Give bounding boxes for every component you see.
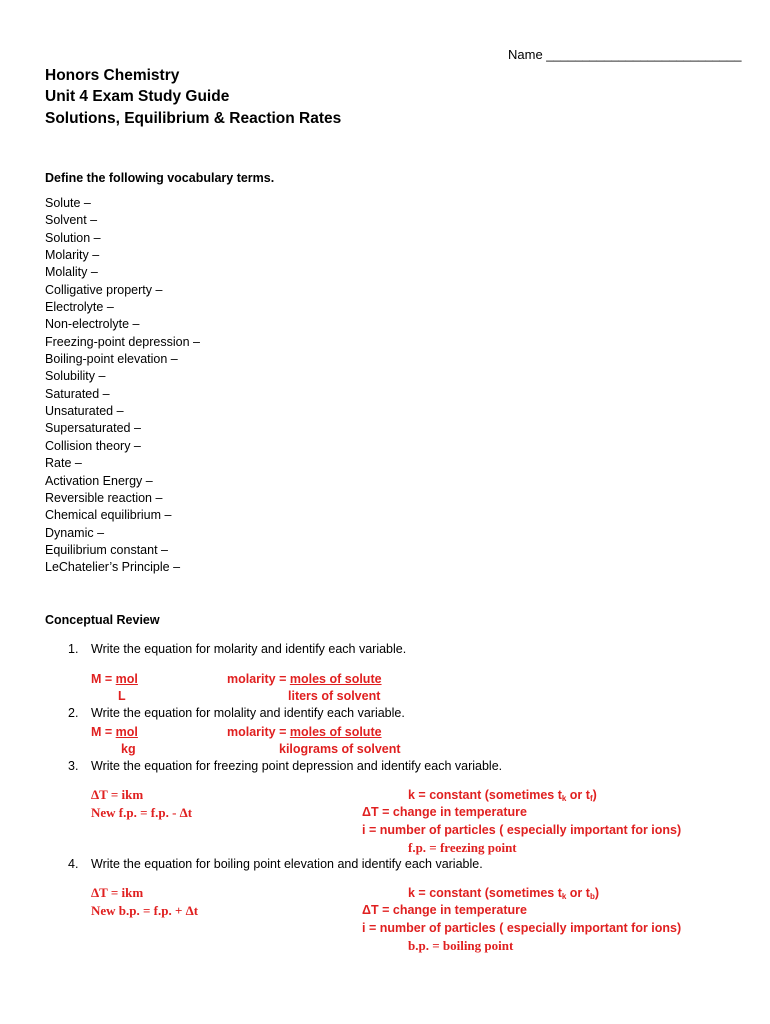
constant-text: or t [566,788,590,802]
vocab-term: Collision theory – [45,438,141,453]
definition-numerator: moles of solute [289,725,382,739]
vocab-term: Colligative property – [45,282,163,297]
vocab-term: Unsaturated – [45,404,124,419]
study-guide-title: Unit 4 Exam Study Guide [45,88,230,105]
molarity-definition [227,672,382,686]
vocab-term: Activation Energy – [45,473,153,488]
vocab-term: Solubility – [45,369,106,384]
vocab-term: Non-electrolyte – [45,317,140,332]
vocab-term: LeChatelier’s Principle – [45,560,181,575]
boiling-point-equation: ΔT = ikm [91,885,144,900]
molality-definition [227,725,382,739]
constant-text: ) [592,788,597,802]
new-freezing-point-equation: New f.p. = f.p. - Δt [91,805,193,820]
vocab-term: Solvent – [45,213,98,228]
equation-numerator: mol [115,672,138,686]
vocab-term: Freezing-point depression – [45,334,200,349]
definition-lhs: molarity = [227,672,290,686]
equation-numerator: mol [115,725,138,739]
vocab-term: Boiling-point elevation – [45,352,178,367]
vocab-term: Dynamic – [45,525,105,540]
definition-denominator: liters of solvent [288,689,381,703]
particles-definition: i = number of particles ( especially important for ions) [362,921,682,935]
course-title: Honors Chemistry [45,67,180,84]
constant-text: ) [594,886,599,900]
topic-title: Solutions, Equilibrium & Reaction Rates [45,110,342,127]
vocab-term: Solute – [45,196,91,210]
delta-t-definition: ΔT = change in temperature [362,805,527,819]
question-text: Write the equation for freezing point depression and identify each variable. [91,759,503,773]
constant-definition [408,886,599,901]
subscript: k [561,892,567,901]
molality-equation [91,725,138,739]
constant-text: k = constant (sometimes t [408,886,562,900]
vocabulary-heading: Define the following vocabulary terms. [45,171,275,185]
particles-definition: i = number of particles ( especially important for ions) [362,823,682,837]
definition-numerator: moles of solute [289,672,382,686]
vocab-term: Molarity – [45,248,100,263]
boiling-point-definition: b.p. = boiling point [408,938,514,953]
equation-denominator: kg [121,742,136,756]
definition-denominator: kilograms of solvent [279,742,401,756]
equation-lhs: M = [91,672,116,686]
vocab-term: Rate – [45,456,82,471]
vocabulary-list [45,195,200,577]
subscript: b [589,892,595,901]
delta-t-definition: ΔT = change in temperature [362,903,527,917]
question-text: Write the equation for molarity and identify each variable. [91,642,407,656]
question-number: 4. [68,857,79,871]
vocab-term: Chemical equilibrium – [45,508,172,523]
question-number: 1. [68,642,79,656]
vocab-term: Supersaturated – [45,421,141,436]
equation-lhs: M = [91,725,116,739]
subscript: k [561,794,567,803]
freezing-point-definition: f.p. = freezing point [408,840,517,855]
conceptual-review-heading: Conceptual Review [45,613,160,627]
molarity-equation [91,672,138,686]
question-text: Write the equation for boiling point elevation and identify each variable. [91,857,483,871]
vocab-term: Reversible reaction – [45,490,163,505]
vocab-term: Equilibrium constant – [45,542,168,557]
vocab-term: Saturated – [45,386,110,401]
constant-text: k = constant (sometimes t [408,788,562,802]
vocab-term: Solution – [45,230,101,245]
question-text: Write the equation for molality and identify each variable. [91,706,405,720]
constant-definition [408,788,597,803]
name-field-label: Name ___________________________ [508,47,742,62]
equation-denominator: L [118,689,126,703]
constant-text: or t [566,886,590,900]
vocab-term: Electrolyte – [45,300,114,315]
definition-lhs: molarity = [227,725,290,739]
freezing-point-equation: ΔT = ikm [91,787,144,802]
new-boiling-point-equation: New b.p. = f.p. + Δt [91,903,199,918]
vocab-term: Molality – [45,265,98,280]
subscript: f [589,794,593,803]
question-number: 3. [68,759,79,773]
question-number: 2. [68,706,79,720]
